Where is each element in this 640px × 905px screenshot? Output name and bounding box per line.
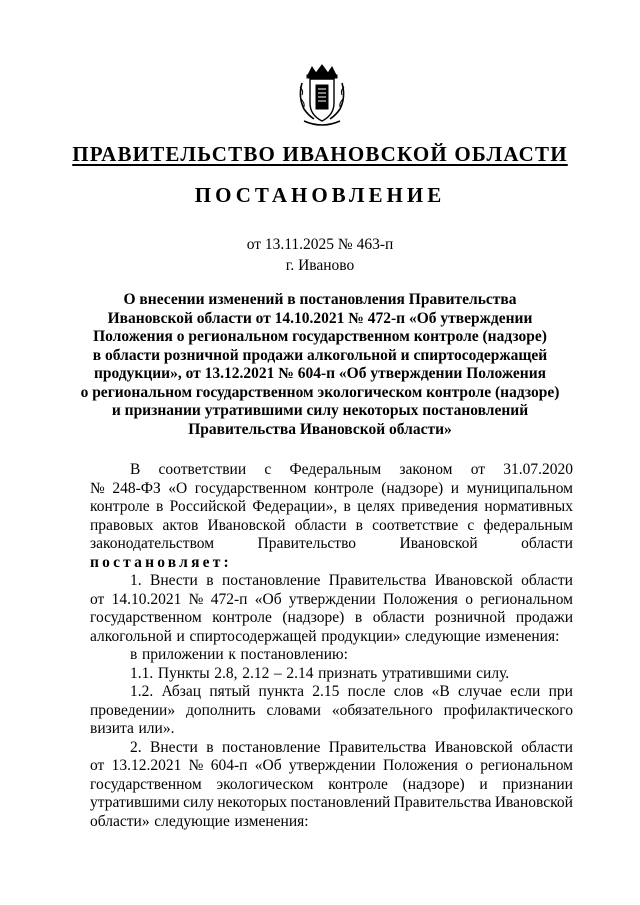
body-line: контроле в Российской Федерации», в целях приведения нормативных: [90, 498, 573, 515]
body-line: проведении» дополнить словами «обязательного профилактического: [90, 701, 573, 719]
subject-line: о региональном государственном экологическом контроле (надзоре): [80, 383, 560, 401]
body-line: правовых актов Ивановской области в соответствие с федеральным: [90, 516, 573, 534]
coat-of-arms-icon: [294, 63, 350, 129]
subject-line: продукции», от 13.12.2021 № 604-п «Об утверждении Положения: [93, 365, 547, 382]
body-line: № 248-ФЗ «О государственном контроле (надзоре) и муниципальном: [90, 479, 573, 497]
body-line: В соответствии с Федеральным законом от 31.07.2020: [130, 461, 573, 478]
body-line: государственном контроле (надзоре) в области розничной продажи: [90, 609, 573, 626]
government-title: ПРАВИТЕЛЬСТВО ИВАНОВСКОЙ ОБЛАСТИ: [72, 142, 568, 166]
body-line: визита или».: [90, 720, 175, 737]
body-line: постановляет:: [90, 553, 232, 571]
document-type: ПОСТАНОВЛЕНИЕ: [194, 183, 446, 207]
subject-line: Правительства Ивановской области»: [188, 420, 452, 438]
body-line: в приложении к постановлению:: [130, 646, 348, 663]
subject-line: и признании утратившими силу некоторых постановлений: [111, 402, 529, 419]
document-body: [90, 461, 573, 831]
body-line: законодательством Правительство Ивановской области: [90, 535, 573, 552]
body-line: от 14.10.2021 № 472-п «Об утверждении Положения о региональном: [90, 590, 573, 608]
body-line: 1. Внести в постановление Правительства Ивановской области: [130, 572, 573, 589]
body-line: алкогольной и спиртосодержащей продукции» следующие изменения:: [90, 627, 560, 645]
body-line: 2. Внести в постановление Правительства Ивановской области: [130, 738, 573, 756]
body-line: 1.2. Абзац пятый пункта 2.15 после слов «В случае если при: [130, 683, 573, 700]
city: г. Иваново: [285, 257, 355, 274]
subject-line: в области розничной продажи алкогольной и спиртосодержащей: [92, 346, 548, 364]
body-line: от 13.12.2021 № 604-п «Об утверждении Положения о региональном: [90, 757, 573, 774]
date-number: от 13.11.2025 № 463-п: [246, 236, 394, 253]
subject-line: Положения о региональном государственном контроле (надзоре): [93, 328, 547, 345]
body-line: области» следующие изменения:: [90, 812, 309, 830]
body-line: государственном экологическом контроле (надзоре) и признании: [90, 775, 573, 793]
body-line: 1.1. Пункты 2.8, 2.12 – 2.14 признать утратившими силу.: [130, 664, 510, 682]
subject-line: Ивановской области от 14.10.2021 № 472-п «Об утверждении: [107, 309, 533, 327]
document-subject: [70, 291, 570, 439]
subject-line: О внесении изменений в постановления Правительства: [123, 291, 517, 308]
body-line: утратившими силу некоторых постановлений Правительства Ивановской: [90, 794, 573, 811]
